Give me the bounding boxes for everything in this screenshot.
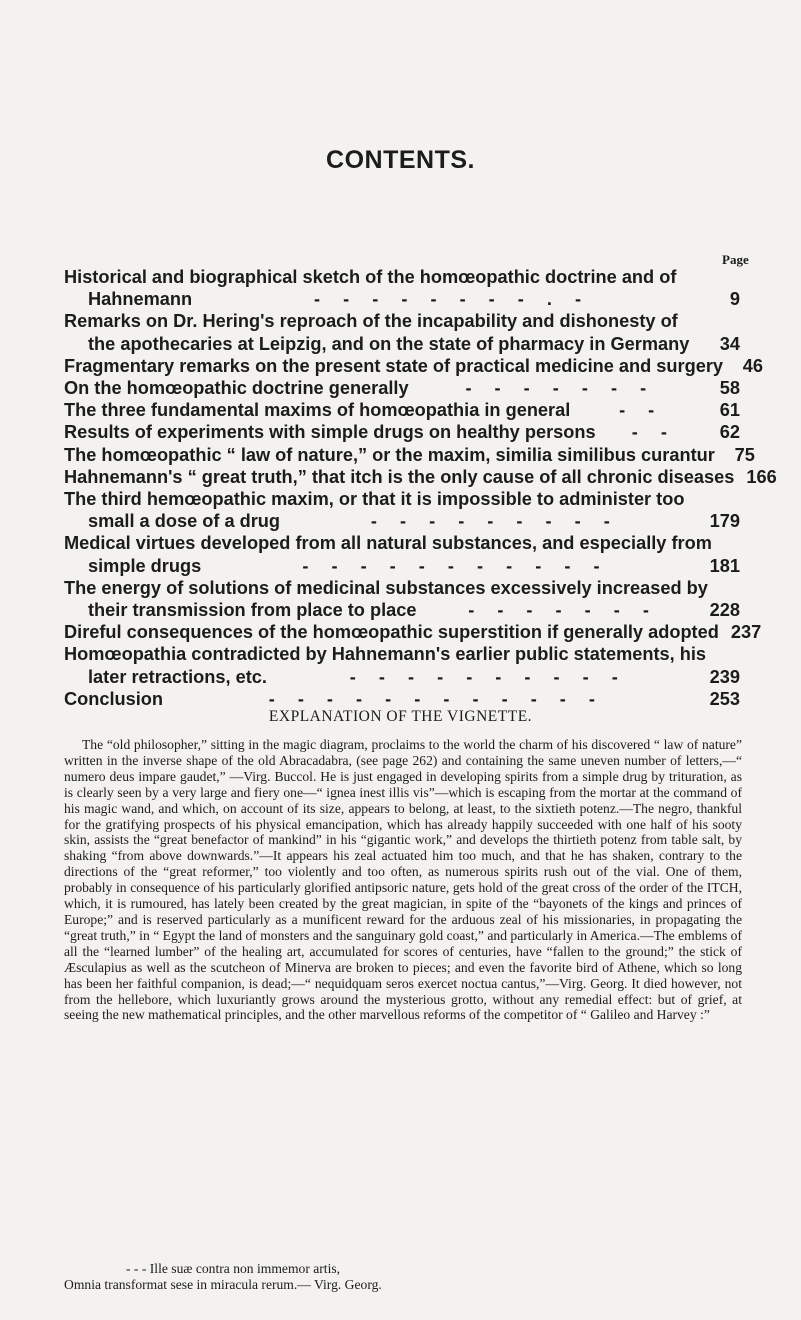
toc-entry-title: small a dose of a drug — [88, 511, 281, 532]
toc-leader-dots: - - - - - - - - - - - - — [268, 688, 604, 709]
toc-entry — [64, 310, 740, 354]
toc-entry — [64, 377, 740, 399]
toc-page-number: 166 — [746, 466, 777, 487]
toc-entry — [64, 621, 762, 643]
toc-entry-line — [64, 421, 740, 443]
toc-entry-title: Homœopathia contradicted by Hahnemann's earlier public statements, his — [64, 644, 707, 665]
toc-entry — [64, 488, 740, 532]
toc-page-number: 179 — [709, 511, 740, 532]
toc-page-number: 9 — [729, 289, 740, 310]
toc-entry-line — [64, 577, 740, 599]
toc-entry-title: Fragmentary remarks on the present state of practical medicine and surgery — [64, 355, 724, 376]
toc-page-number: 62 — [719, 422, 740, 443]
vignette-paragraph: The “old philosopher,” sitting in the magic diagram, proclaims to the world the charm of his discovered “ law of nature” written in the inverse shape of the old Abracadabra, (see page 262) and containing the same uneven number of letters,—“ numero deus impare gaudet,” —Virg. Buccol. He is just engaged in developing spirits from a simple drug by trituration, as is clearly seen by a very large and fiery one—“ ignea inest illis vis”—which is escaping from the mortar at the command of his magic wand, and which, on account of its size, appears to belong, at least, to the sixtieth potenz.—The negro, thankful for the gratifying prospects of his physical emancipation, which has already happily succeeded with one half of his sooty skin, assists the “great benefactor of mankind” in his “gigantic work,” and develops the thirtieth potenz from table salt, by shaking “from above downwards.”—It appears his zeal actuated him too much, and that he has shaken, contrary to the directions of the “great reformer,” too violently and too often, as numerous spirits rush out of the vial. One of them, probably in consequence of his particularly glorified antipsoric nature, gets hold of the great cross of the order of the ITCH, which, it is rumoured, has lately been created by the great magician, in spite of the “bayonets of the kings and princes of Europe;” and is reserved particularly as a munificent reward for the arduous zeal of his missionaries, in propagating the “great truth,” in “ Egypt the land of monsters and the sanguinary gold coast,” and particularly in America.—The emblems of all the “learned lumber” of the healing art, accumulated for scores of centuries, have “fallen to the ground;” the stick of Æsculapius as well as the scutcheon of Minerva are broken to pieces; and even the favorite bird of Athene, which so long has been her faithful companion, is dead;—“ nequidquam seros exercet noctua cantus,”—Virg. Georg. It died however, not from the hellebore, which luxuriantly grows around the mysterious grotto, without any remedial effect: but of grief, at seeing the new mathematical principles, and the other marvellous reforms of the competitor of “ Galileo and Harvey :” — [64, 737, 742, 1023]
toc-entry — [64, 577, 740, 621]
toc-entry-line — [64, 333, 740, 355]
vignette-explanation — [64, 737, 742, 1023]
toc-entry-line — [64, 310, 740, 332]
toc-leader-dots: - - - - - - - — [468, 600, 658, 621]
toc-entry-line — [64, 510, 740, 532]
toc-entry-line — [64, 621, 762, 643]
toc-page-number: 253 — [709, 688, 740, 709]
toc-leader-dots: - - — [619, 400, 664, 421]
vignette-heading: EXPLANATION OF THE VIGNETTE. — [268, 708, 533, 725]
toc-entry-title: the apothecaries at Leipzig, and on the state of pharmacy in Germany — [88, 333, 690, 354]
toc-entry-line — [64, 555, 740, 577]
toc-entry-line — [64, 666, 740, 688]
toc-leader-dots: - - - - - - - — [465, 378, 656, 399]
toc-entry — [64, 421, 740, 443]
toc-entry-title: The homœopathic “ law of nature,” or the maxim, similia similibus curantur — [64, 444, 715, 465]
page-column-label: Page — [722, 252, 749, 267]
toc-entry-title: Medical virtues developed from all natural substances, and especially from — [64, 533, 712, 554]
toc-leader-dots: - - - - - - - - - - — [349, 666, 627, 687]
verse-line: - - - Ille suæ contra non immemor artis, — [126, 1261, 341, 1276]
toc-entry — [64, 266, 740, 310]
toc-entry-line — [64, 532, 740, 554]
toc-entry-line — [64, 266, 740, 288]
toc-entry-title: Historical and biographical sketch of the homœopathic doctrine and of — [64, 267, 677, 287]
toc-entry — [64, 355, 764, 377]
toc-page-number: 58 — [719, 378, 740, 399]
toc-entry-title: Hahnemann — [88, 289, 193, 310]
toc-entry-title: The energy of solutions of medicinal substances excessively increased by — [64, 577, 708, 598]
toc-leader-dots: - - - - - - - - - - - — [302, 555, 609, 576]
toc-entry-line — [64, 377, 740, 399]
toc-entry-title: The third hemœopathic maxim, or that it is impossible to administer too — [64, 489, 685, 510]
toc-page-number: 239 — [709, 666, 740, 687]
toc-leader-dots: - - - - - - - - - — [370, 511, 619, 532]
toc-entry-title: simple drugs — [88, 555, 202, 576]
toc-entry-line — [64, 488, 740, 510]
toc-entry-line — [64, 288, 740, 310]
toc-entry-title: The three fundamental maxims of homœopathia in general — [64, 400, 571, 421]
toc-leader-dots: - - — [631, 422, 676, 443]
toc-page-number: 181 — [709, 555, 740, 576]
toc-entry — [64, 399, 740, 421]
toc-entry-title: Results of experiments with simple drugs on healthy persons — [64, 422, 596, 443]
toc-entry-line — [64, 599, 740, 621]
toc-entry-line — [64, 399, 740, 421]
toc-page-number: 75 — [734, 444, 755, 465]
toc-entry-line — [64, 355, 764, 377]
toc-page-number: 61 — [719, 400, 740, 421]
toc-leader-dots: - - - - - - - - . - — [314, 289, 591, 310]
toc-page-number: 46 — [742, 355, 764, 376]
toc-page-number: 228 — [709, 600, 740, 621]
toc-entry — [64, 688, 740, 710]
verse-line: Omnia transformat sese in miracula rerum.— Virg. Georg. — [64, 1277, 382, 1292]
toc-entry-title: Hahnemann's “ great truth,” that itch is the only cause of all chronic diseases — [64, 466, 735, 487]
toc-entry-title: On the homœopathic doctrine generally — [64, 378, 409, 399]
page-title: CONTENTS. — [326, 146, 475, 174]
toc-entry-title: Conclusion — [64, 688, 164, 709]
toc-entry-line — [64, 643, 740, 665]
toc-page-number: 237 — [730, 622, 762, 643]
table-of-contents — [64, 266, 777, 710]
toc-entry-line — [64, 444, 755, 466]
toc-entry-line — [64, 688, 740, 710]
toc-entry — [64, 532, 740, 576]
toc-entry — [64, 444, 755, 466]
closing-verse — [64, 1261, 742, 1293]
toc-entry-line — [64, 466, 777, 488]
toc-entry-title: Remarks on Dr. Hering's reproach of the incapability and dishonesty of — [64, 311, 678, 332]
toc-entry-title: later retractions, etc. — [88, 666, 267, 687]
toc-entry-title: Direful consequences of the homœopathic superstition if generally adopted — [64, 622, 719, 643]
toc-entry — [64, 466, 777, 488]
toc-entry — [64, 643, 740, 687]
toc-page-number: 34 — [719, 333, 740, 354]
toc-entry-title: their transmission from place to place — [88, 600, 417, 621]
